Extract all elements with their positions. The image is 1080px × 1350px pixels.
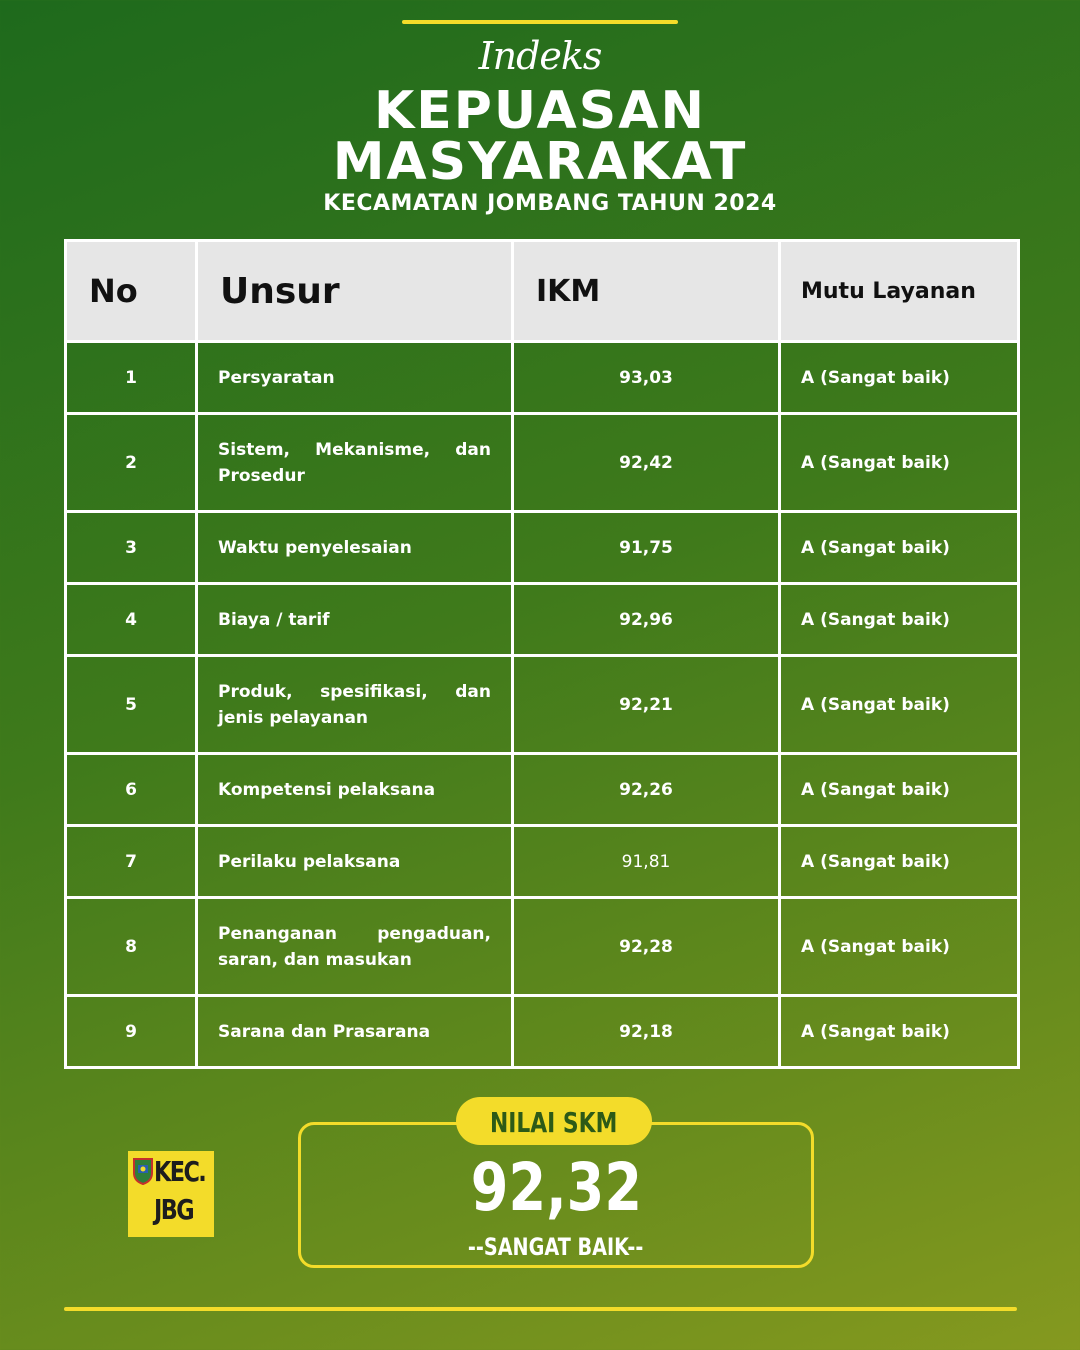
table-row <box>66 754 1019 826</box>
cell-no: 3 <box>66 512 197 584</box>
cell-no: 1 <box>66 342 197 414</box>
cell-mutu: A (Sangat baik) <box>780 996 1019 1068</box>
skm-label-pill <box>456 1097 652 1145</box>
cell-ikm: 92,28 <box>513 898 780 996</box>
cell-mutu: A (Sangat baik) <box>780 656 1019 754</box>
skm-value: 92,32 <box>470 1149 642 1226</box>
cell-no: 2 <box>66 414 197 512</box>
ikm-table <box>64 239 1020 1069</box>
skm-category: --SANGAT BAIK-- <box>468 1233 644 1261</box>
cell-ikm: 92,42 <box>513 414 780 512</box>
kec-jbg-logo <box>128 1151 214 1237</box>
table-row <box>66 584 1019 656</box>
column-header-mutu-layanan: Mutu Layanan <box>780 241 1019 342</box>
cell-unsur: Sistem, Mekanisme, dan Prosedur <box>197 414 513 512</box>
regency-emblem-icon <box>132 1157 154 1185</box>
logo-text: KEC. JBG <box>154 1155 206 1226</box>
cell-no: 5 <box>66 656 197 754</box>
cell-unsur: Biaya / tarif <box>197 584 513 656</box>
cell-no: 6 <box>66 754 197 826</box>
column-header-unsur: Unsur <box>197 241 513 342</box>
table-header-row <box>66 241 1019 342</box>
cell-no: 7 <box>66 826 197 898</box>
cell-no: 4 <box>66 584 197 656</box>
cell-unsur: Produk, spesifikasi, dan jenis pelayanan <box>197 656 513 754</box>
cell-ikm: 91,75 <box>513 512 780 584</box>
cell-no: 8 <box>66 898 197 996</box>
skm-label: NILAI SKM <box>490 1106 618 1139</box>
table-row <box>66 996 1019 1068</box>
table-row <box>66 898 1019 996</box>
cell-unsur: Persyaratan <box>197 342 513 414</box>
skm-value-wrap <box>298 1148 814 1228</box>
table-row <box>66 512 1019 584</box>
title-line-2: MASYARAKAT <box>332 132 748 192</box>
top-divider <box>402 20 678 24</box>
cell-mutu: A (Sangat baik) <box>780 342 1019 414</box>
cell-ikm: 92,18 <box>513 996 780 1068</box>
cell-ikm: 92,26 <box>513 754 780 826</box>
column-header-no: No <box>66 241 197 342</box>
cell-ikm: 92,96 <box>513 584 780 656</box>
table-row <box>66 826 1019 898</box>
skm-category-wrap <box>298 1232 814 1262</box>
cell-mutu: A (Sangat baik) <box>780 898 1019 996</box>
cell-ikm: 91,81 <box>513 826 780 898</box>
cell-unsur: Sarana dan Prasarana <box>197 996 513 1068</box>
cell-ikm: 93,03 <box>513 342 780 414</box>
cell-unsur: Penanganan pengaduan, saran, dan masukan <box>197 898 513 996</box>
cell-mutu: A (Sangat baik) <box>780 512 1019 584</box>
cell-ikm: 92,21 <box>513 656 780 754</box>
cell-mutu: A (Sangat baik) <box>780 754 1019 826</box>
column-header-ikm: IKM <box>513 241 780 342</box>
title-overline: Indeks <box>478 34 602 78</box>
cell-mutu: A (Sangat baik) <box>780 414 1019 512</box>
cell-unsur: Perilaku pelaksana <box>197 826 513 898</box>
table-row <box>66 414 1019 512</box>
bottom-divider <box>64 1307 1017 1311</box>
subtitle: KECAMATAN JOMBANG TAHUN 2024 <box>323 191 777 216</box>
cell-no: 9 <box>66 996 197 1068</box>
cell-mutu: A (Sangat baik) <box>780 826 1019 898</box>
title-line-1: KEPUASAN <box>373 81 706 141</box>
cell-unsur: Waktu penyelesaian <box>197 512 513 584</box>
table-row <box>66 656 1019 754</box>
cell-unsur: Kompetensi pelaksana <box>197 754 513 826</box>
table-row <box>66 342 1019 414</box>
cell-mutu: A (Sangat baik) <box>780 584 1019 656</box>
